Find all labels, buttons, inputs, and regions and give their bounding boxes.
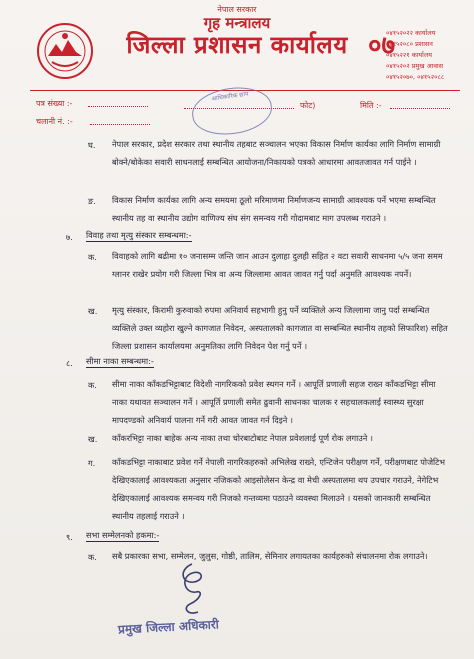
item-number: ख.: [88, 434, 98, 444]
item-number: ङ.: [88, 196, 96, 206]
item-text: नेपाल सरकार, प्रदेश सरकार तथा स्थानीय तहबाट सञ्चालन भएका विकास निर्माण कार्यका लागि निर्माण सामाग्री बोक्ने/बोकेका सवारी साधनलाई सम्बन्धित आयोजना/निकायको पत्रको आधारमा आवतजावत गर्न पाईने ।: [112, 139, 441, 167]
ref-number-blank: [88, 98, 148, 107]
item-number: ग.: [88, 458, 96, 468]
item-number: क.: [88, 252, 97, 262]
contact-line: ०४१५२०२ प्रमुख आवास: [386, 62, 444, 70]
item-text: काँकडभिट्टा नाकाबाट प्रवेश गर्ने नेपाली नागरिकहरुको अभिलेख राख्ने, एन्टिजेन परीक्षण गर्ने, परीक्षणबाट पोजेटिभ देखिएकालाई आवश्यकता अनुसार नजिकको आइसोलेसन केन्द्र वा मेची अस्पतालमा थप उपचार गराउने, नेगेटिभ देखिएकालाई आवश्यक समन्वय गरी निजको गन्तव्यमा पठाउने व्यवस्था मिलाउने । यसको जानकारी सम्बन्धित स्थानीय तहलाई गराउने ।: [112, 457, 446, 521]
section-heading: सभा सम्मेलनको हकमा:-: [86, 530, 160, 540]
item-text: विकास निर्माण कार्यका लागि अन्य समयमा ठूलो मरिमाणमा निर्माणजन्य सामाग्री आवश्यक पर्ने भएमा सम्बन्धित स्थानीय तह वा स्थानीय उद्योग वाणिज्य संघ संग समन्वय गरी गोदामबाट माग उपलब्ध गराउने ।: [112, 195, 436, 223]
item-number: ख.: [88, 306, 98, 316]
section-heading: विवाह तथा मृत्यु संस्कार सम्बन्धमा:-: [86, 230, 192, 240]
contact-line: ०४१५२२१ कार्यालय: [386, 51, 433, 59]
item-number: घ.: [88, 140, 96, 150]
ref-number-label: पत्र संख्या :-: [36, 99, 73, 108]
section-number: ९.: [66, 532, 73, 542]
contact-line: ०४१५२०२२ कार्यालय: [386, 29, 436, 37]
item-text: काँकरभिट्टा नाका बाहेक अन्य नाका तथा चोरबाटोबाट नेपाल प्रवेशलाई पूर्ण रोक लगाउने ।: [112, 433, 374, 443]
item-number: क.: [88, 380, 97, 390]
item-text: सबै प्रकारका सभा, सम्मेलन, जुलुस, गोष्ठी, तालिम, सेमिनार लगायतका कार्यहरुको संचालनमा रोक लगाउने।: [112, 551, 428, 561]
office-stamp: आधिकारिक छाप: [189, 83, 275, 140]
contact-line: ०४१५२०७०, ०४१५२०८८: [386, 73, 445, 81]
date-blank: [390, 100, 450, 109]
section-heading: सीमा नाका सम्बन्धमा:-: [86, 356, 154, 366]
phone-icon: ०७: [368, 31, 396, 61]
dispatch-number-label: चलानी नं. :-: [36, 117, 73, 126]
fax-label: फोट): [300, 101, 316, 110]
ministry-name: गृह मन्त्रालय: [203, 14, 271, 32]
item-text: विवाहको लागि बढीमा १० जनासम्म जन्ति जान आउन दुलाहा दुलही सहित २ वटा सवारी साधनमा ५/५ जना समम ग्लानर राखेर प्रयोग गरी जिल्ला भित्र वा अन्य जिल्लामा आवत जावत गर्नु पर्दा अनुमति आवश्यक नपर्ने।: [112, 251, 443, 279]
date-label: मिति :-: [360, 101, 382, 110]
item-text: सीमा नाका काँकडभिट्टाबाट विदेशी नागरिकको प्रवेश स्थगन गर्ने । आपूर्ति प्रणाली सहज राख्न काँकडभिट्टा सीमा नाका यथावत सञ्चालन गर्ने । आपूर्ति प्रणाली समेत ढुवानी साधनका चालक र सहचालकलाई स्वास्थ्य सुरक्षा मापदण्डको अनिवार्य पालना गर्ने गरी आवत जावत गर्न दिइने ।: [112, 379, 436, 425]
dispatch-number-blank: [90, 116, 150, 125]
section-number: ८.: [66, 358, 73, 368]
section-number: ७.: [66, 232, 73, 242]
signature-icon: [172, 560, 212, 620]
contact-line: ०४१५२०८० प्रशासन: [386, 40, 433, 48]
government-name: नेपाल सरकार: [217, 5, 257, 14]
item-number: क.: [88, 552, 97, 562]
signatory-title: प्रमुख जिल्ला अधिकारी: [117, 617, 220, 637]
item-text: मृत्यु संस्कार, किरामी कुरुवाको रुपमा अनिवार्य सहभागी हुनु पर्ने व्यक्तिले अन्य जिल्लामा जानु पर्दा सम्बन्धित व्यक्तिले उक्त व्यहोरा खुल्ने कागजात निवेदन, अस्पतालको कागजात वा सम्बन्धित स्थानीय तहको सिफारिश) सहित जिल्ला प्रशासन कार्यालयमा अनुमतिका लागि निवेदन पेश गर्नु पर्ने ।: [112, 305, 448, 351]
contact-list: [386, 28, 474, 83]
office-name: जिल्ला प्रशासन कार्यालय: [126, 31, 348, 59]
